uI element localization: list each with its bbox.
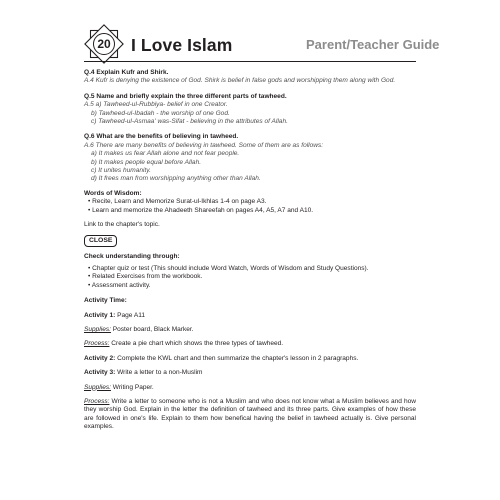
answer-subitem: c) Tawheed-ul-Asmaa' was-Sifat - believing in the attributes of Allah.: [91, 118, 288, 126]
activity-2-text: Complete the KWL chart and then summarize the chapter's lesson in 2 paragraphs.: [115, 354, 359, 362]
process-label: Process:: [84, 340, 110, 348]
page-number: 20: [97, 37, 111, 51]
words-of-wisdom-section: [84, 190, 416, 230]
answer-subitem: a) It makes us fear Allah alone and not fear people.: [91, 150, 240, 158]
activity-2-label: Activity 2:: [84, 354, 116, 362]
answer-subitem: b) Tawheed-ul-Ibadah - the worship of one God.: [91, 109, 230, 117]
guide-title: Parent/Teacher Guide: [306, 37, 440, 52]
answer-text: A.5 a) Tawheed-ul-Rubbiya- belief in one Creator.: [84, 101, 228, 109]
question-block-q6: [84, 133, 416, 183]
activity-1-label: Activity 1:: [84, 311, 116, 319]
activity-heading: Activity Time:: [84, 297, 127, 305]
activity-1: [84, 312, 416, 320]
supplies-label: Supplies:: [84, 383, 111, 391]
check-heading: Check understanding through:: [84, 252, 180, 260]
activity-3-text: Write a letter to a non-Muslim: [115, 369, 203, 377]
close-label-box: CLOSE: [84, 235, 117, 247]
answer-subitem: c) It unites humanity.: [91, 167, 151, 175]
activity-2: [84, 355, 416, 363]
activity-1-process: [84, 340, 416, 348]
activity-1-text: Page A11: [115, 311, 146, 319]
activity-3-process: [84, 398, 416, 432]
activity-3: [84, 369, 416, 377]
wisdom-heading: Words of Wisdom:: [84, 189, 142, 197]
check-bullet: • Assessment activity.: [88, 281, 151, 289]
answer-text: A.6 There are many benefits of believing in tawheed. Some of them are as follows:: [84, 141, 324, 149]
process-text: Create a pie chart which shows the three types of tawheed.: [109, 340, 284, 348]
process-text: Write a letter to someone who is not a Muslim and who does not know what a Muslim believes and how they worship God. Explain in the letter the definition of tawheed and its three parts. Give examples of how these are followed in one's life. Explain to them how benefical having the belief in tawheed actually is. Give personal examples.: [84, 397, 416, 431]
wisdom-bullet: • Recite, Learn and Memorize Surat-ul-Ikhlas 1-4 on page A3.: [88, 198, 267, 206]
page-header: [0, 0, 500, 66]
question-block-q4: [84, 69, 416, 86]
activity-section: [84, 297, 416, 431]
question-heading: Q.5 Name and briefly explain the three different parts of tawheed.: [84, 92, 287, 100]
answer-subitem: d) It frees man from worshipping anything other than Allah.: [91, 175, 261, 183]
header-rule: [84, 61, 416, 62]
answer-text: A.4 Kufr is denying the existence of God. Shirk is belief in false gods and worshipping them along with God.: [84, 77, 396, 85]
supplies-label: Supplies:: [84, 325, 111, 333]
supplies-text: Poster board, Black Marker.: [110, 325, 194, 333]
process-label: Process:: [84, 397, 110, 405]
wisdom-bullet: • Learn and memorize the Ahadeeth Shareefah on pages A4, A5, A7 and A10.: [88, 206, 314, 214]
question-heading: Q.6 What are the benefits of believing in tawheed.: [84, 133, 239, 141]
question-heading: Q.4 Explain Kufr and Shirk.: [84, 69, 169, 76]
activity-3-supplies: [84, 384, 416, 392]
check-understanding-section: [84, 253, 416, 291]
book-title: I Love Islam: [131, 35, 233, 55]
question-block-q5: [84, 93, 416, 127]
supplies-text: Writing Paper.: [110, 383, 154, 391]
page-content: [84, 67, 416, 432]
check-bullet: • Chapter quiz or test (This should include Word Watch, Words of Wisdom and Study Questions).: [88, 264, 369, 272]
activity-3-label: Activity 3:: [84, 369, 116, 377]
check-bullet: • Related Exercises from the workbook.: [88, 273, 203, 281]
activity-1-supplies: [84, 326, 416, 334]
answer-subitem: b) It makes people equal before Allah.: [91, 158, 202, 166]
link-text: Link to the chapter's topic.: [84, 221, 160, 229]
